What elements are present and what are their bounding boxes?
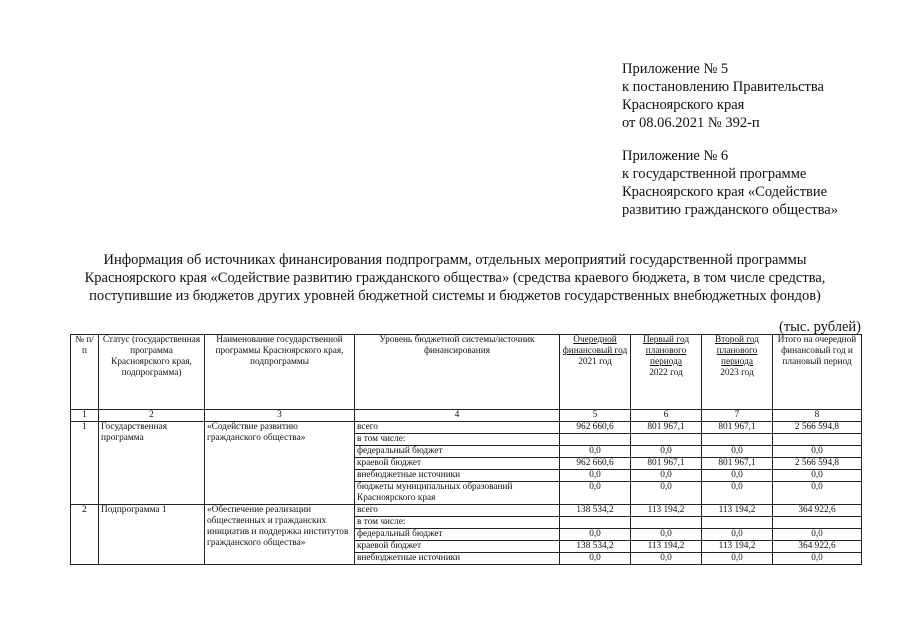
- column-number: 4: [355, 410, 560, 422]
- row-level: бюджеты муниципальных образований Красноярского края: [355, 482, 560, 505]
- row-value-total: 0,0: [773, 529, 862, 541]
- header-level: Уровень бюджетной системы/источник финансирования: [355, 335, 560, 410]
- column-number-row: [71, 410, 862, 422]
- header-year-2-value: 2022 год: [649, 368, 683, 378]
- header-year-1-value: 2021 год: [578, 357, 612, 367]
- row-num: 1: [71, 422, 99, 505]
- header-year-1-label: Очередной финансовый год: [562, 335, 628, 356]
- row-value-total: 0,0: [773, 482, 862, 505]
- row-level: федеральный бюджет: [355, 529, 560, 541]
- table-row: [71, 505, 862, 517]
- header-year-2-label: Первый год планового периода: [642, 335, 690, 367]
- appendix-line: развитию гражданского общества»: [622, 202, 838, 218]
- row-value-2021: 138 534,2: [560, 541, 631, 553]
- appendix-line: Приложение № 6: [622, 148, 729, 164]
- row-level: внебюджетные источники: [355, 470, 560, 482]
- row-value-2022: 801 967,1: [631, 458, 702, 470]
- row-value-2022: 801 967,1: [631, 422, 702, 434]
- column-number: 3: [205, 410, 355, 422]
- appendix-line: Приложение № 5: [622, 61, 729, 77]
- document-title: [30, 251, 880, 305]
- row-value-total: [773, 517, 862, 529]
- table-row: [71, 422, 862, 434]
- header-year-1: [560, 335, 631, 410]
- header-total: Итого на очередной финансовый год и плановый период: [773, 335, 862, 410]
- row-value-total: 0,0: [773, 446, 862, 458]
- column-number: 2: [99, 410, 205, 422]
- row-value-2023: 801 967,1: [702, 458, 773, 470]
- row-level: в том числе:: [355, 517, 560, 529]
- row-value-2023: 113 194,2: [702, 505, 773, 517]
- row-value-2021: [560, 434, 631, 446]
- row-value-2022: 0,0: [631, 482, 702, 505]
- row-value-total: 364 922,6: [773, 505, 862, 517]
- row-value-2023: 801 967,1: [702, 422, 773, 434]
- units-label: (тыс. рублей): [779, 319, 861, 335]
- row-value-2023: 0,0: [702, 553, 773, 565]
- row-name: «Обеспечение реализации общественных и гражданских инициатив и поддержка институтов гражданского общества»: [205, 505, 355, 565]
- row-value-2022: [631, 517, 702, 529]
- column-number: 1: [71, 410, 99, 422]
- row-value-2021: 962 660,6: [560, 422, 631, 434]
- row-level: в том числе:: [355, 434, 560, 446]
- appendix-line: Красноярского края: [622, 97, 745, 113]
- row-value-2021: 0,0: [560, 482, 631, 505]
- row-level: федеральный бюджет: [355, 446, 560, 458]
- header-year-3-label: Второй год планового периода: [714, 335, 760, 367]
- column-number: 5: [560, 410, 631, 422]
- column-number: 6: [631, 410, 702, 422]
- financing-table: [70, 334, 862, 565]
- row-value-2023: 0,0: [702, 470, 773, 482]
- appendix-6-header: [622, 147, 892, 219]
- header-num: № п/п: [71, 335, 99, 410]
- row-value-2021: 0,0: [560, 470, 631, 482]
- row-value-2023: 0,0: [702, 482, 773, 505]
- appendix-line: к постановлению Правительства: [622, 79, 824, 95]
- row-value-2022: 0,0: [631, 470, 702, 482]
- row-value-2023: 113 194,2: [702, 541, 773, 553]
- appendix-line: к государственной программе: [622, 166, 807, 182]
- row-num: 2: [71, 505, 99, 565]
- appendix-line: Красноярского края «Содействие: [622, 184, 828, 200]
- header-name: Наименование государственной программы Красноярского края, подпрограммы: [205, 335, 355, 410]
- row-value-2023: [702, 517, 773, 529]
- row-value-2023: 0,0: [702, 529, 773, 541]
- row-value-total: 364 922,6: [773, 541, 862, 553]
- column-number: 7: [702, 410, 773, 422]
- title-line: Красноярского края «Содействие развитию гражданского общества» (средства краевого бюджета, в том числе средства,: [84, 270, 826, 286]
- row-level: краевой бюджет: [355, 541, 560, 553]
- row-status: Подпрограмма 1: [99, 505, 205, 565]
- row-value-2021: 138 534,2: [560, 505, 631, 517]
- row-value-2023: [702, 434, 773, 446]
- row-name: «Содействие развитию гражданского общества»: [205, 422, 355, 505]
- row-status: Государственная программа: [99, 422, 205, 505]
- header-row: [71, 335, 862, 410]
- header-status: Статус (государственная программа Красноярского края, подпрограмма): [99, 335, 205, 410]
- row-level: всего: [355, 422, 560, 434]
- appendix-line: от 08.06.2021 № 392-п: [622, 115, 760, 131]
- row-value-2021: 0,0: [560, 553, 631, 565]
- column-number: 8: [773, 410, 862, 422]
- row-value-2021: 0,0: [560, 446, 631, 458]
- row-value-total: 0,0: [773, 470, 862, 482]
- row-value-total: [773, 434, 862, 446]
- row-value-2021: 0,0: [560, 529, 631, 541]
- row-value-2022: 0,0: [631, 446, 702, 458]
- row-value-2022: 113 194,2: [631, 505, 702, 517]
- row-value-2021: 962 660,6: [560, 458, 631, 470]
- row-value-2023: 0,0: [702, 446, 773, 458]
- row-value-total: 2 566 594,8: [773, 422, 862, 434]
- row-value-total: 0,0: [773, 553, 862, 565]
- row-value-2022: 113 194,2: [631, 541, 702, 553]
- row-value-2022: [631, 434, 702, 446]
- header-year-2: [631, 335, 702, 410]
- row-level: всего: [355, 505, 560, 517]
- title-line: поступившие из бюджетов других уровней бюджетной системы и бюджетов государственных внебюджетных фондов): [89, 288, 821, 304]
- header-year-3-value: 2023 год: [720, 368, 754, 378]
- appendix-5-header: [622, 60, 892, 132]
- row-value-2022: 0,0: [631, 529, 702, 541]
- title-line: Информация об источниках финансирования подпрограмм, отдельных мероприятий государственной программы: [103, 252, 807, 268]
- row-level: краевой бюджет: [355, 458, 560, 470]
- row-value-total: 2 566 594,8: [773, 458, 862, 470]
- row-value-2022: 0,0: [631, 553, 702, 565]
- row-value-2021: [560, 517, 631, 529]
- header-year-3: [702, 335, 773, 410]
- row-level: внебюджетные источники: [355, 553, 560, 565]
